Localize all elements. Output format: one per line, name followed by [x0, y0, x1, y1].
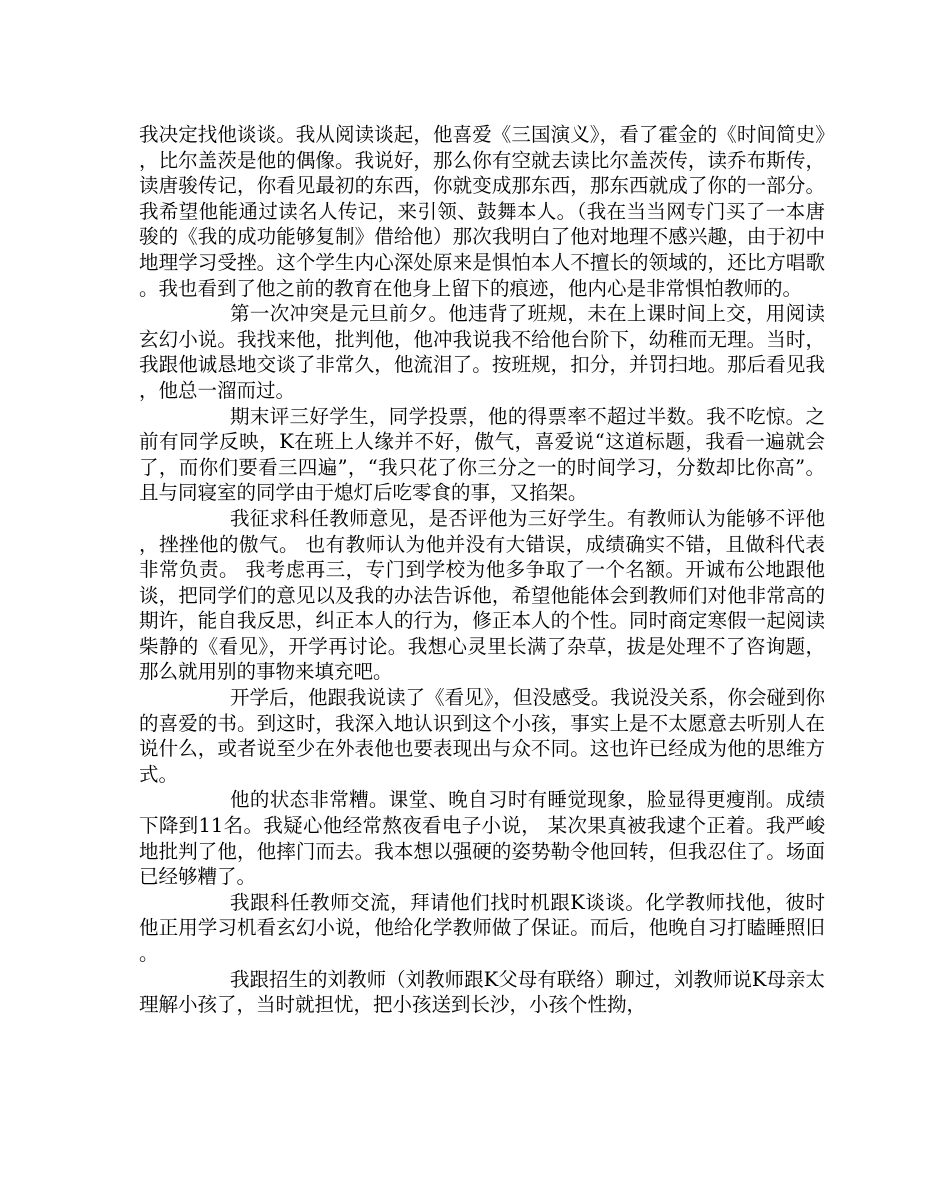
paragraph-2: 第一次冲突是元旦前夕。他违背了班规，未在上课时间上交，用阅读玄幻小说。我找来他，批判他，他冲我说我不给他台阶下，幼稚而无理。当时，我跟他诚恳地交谈了非常久，他流泪了。按班规，扣分，并罚扫地。那后看见我，他总一溜而过。 — [139, 302, 825, 402]
paragraph-4: 我征求科任教师意见，是否评他为三好学生。有教师认为能够不评他，挫挫他的傲气。 也有教师认为他并没有大错误，成绩确实不错，且做科代表非常负责。 我考虑再三，专门到学校为他多争取了一个名额。开诚布公地跟他谈，把同学们的意见以及我的办法告诉他，希望他能体会到教师们对他非常高的期许，能自我反思，纠正本人的行为，修正本人的个性。同时商定寒假一起阅读柴静的《看见》，开学再讨论。我想心灵里长满了杂草，拔是处理不了咨询题，那么就用别的事物来填充吧。 — [139, 506, 825, 684]
paragraph-7: 我跟科任教师交流，拜请他们找时机跟K谈谈。化学教师找他，彼时他正用学习机看玄幻小说，他给化学教师做了保证。而后，他晚自习打瞌睡照旧。 — [139, 890, 825, 965]
paragraph-3: 期末评三好学生，同学投票，他的得票率不超过半数。我不吃惊。之前有同学反映，K在班上人缘并不好，傲气，喜爱说“这道标题，我看一遍就会了，而你们要看三四遍”，“我只花了你三分之一的时间学习，分数却比你高”。且与同寝室的同学由于熄灯后吃零食的事，又掐架。 — [139, 404, 825, 505]
paragraph-5: 开学后，他跟我说读了《看见》，但没感受。我说没关系，你会碰到你的喜爱的书。到这时，我深入地认识到这个小孩，事实上是不太愿意去听别人在说什么，或者说至少在外表他也要表现出与众不同。这也许已经成为他的思维方式。 — [139, 686, 825, 786]
paragraph-6: 他的状态非常糟。课堂、晚自习时有睡觉现象，脸显得更瘦削。成绩下降到11名。我疑心他经常熬夜看电子小说， 某次果真被我逮个正着。我严峻地批判了他，他摔门而去。我本想以强硬的姿势勒令他回转，但我忍住了。场面已经够糟了。 — [139, 788, 825, 889]
paragraph-1: 我决定找他谈谈。我从阅读谈起，他喜爱《三国演义》，看了霍金的《时间简史》，比尔盖茨是他的偶像。我说好，那么你有空就去读比尔盖茨传，读乔布斯传，读唐骏传记，你看见最初的东西，你就变成那东西，那东西就成了你的一部分。我希望他能通过读名人传记，来引领、鼓舞本人。（我在当当网专门买了一本唐骏的《我的成功能够复制》借给他）那次我明白了他对地理不感兴趣，由于初中地理学习受挫。这个学生内心深处原来是惧怕本人不擅长的领域的，还比方唱歌。我也看到了他之前的教育在他身上留下的痕迹，他内心是非常惧怕教师的。 — [139, 123, 825, 300]
document-page — [139, 122, 825, 1018]
paragraph-8: 我跟招生的刘教师（刘教师跟K父母有联络）聊过，刘教师说K母亲太理解小孩了，当时就担忧，把小孩送到长沙，小孩个性拗， — [139, 967, 825, 1017]
